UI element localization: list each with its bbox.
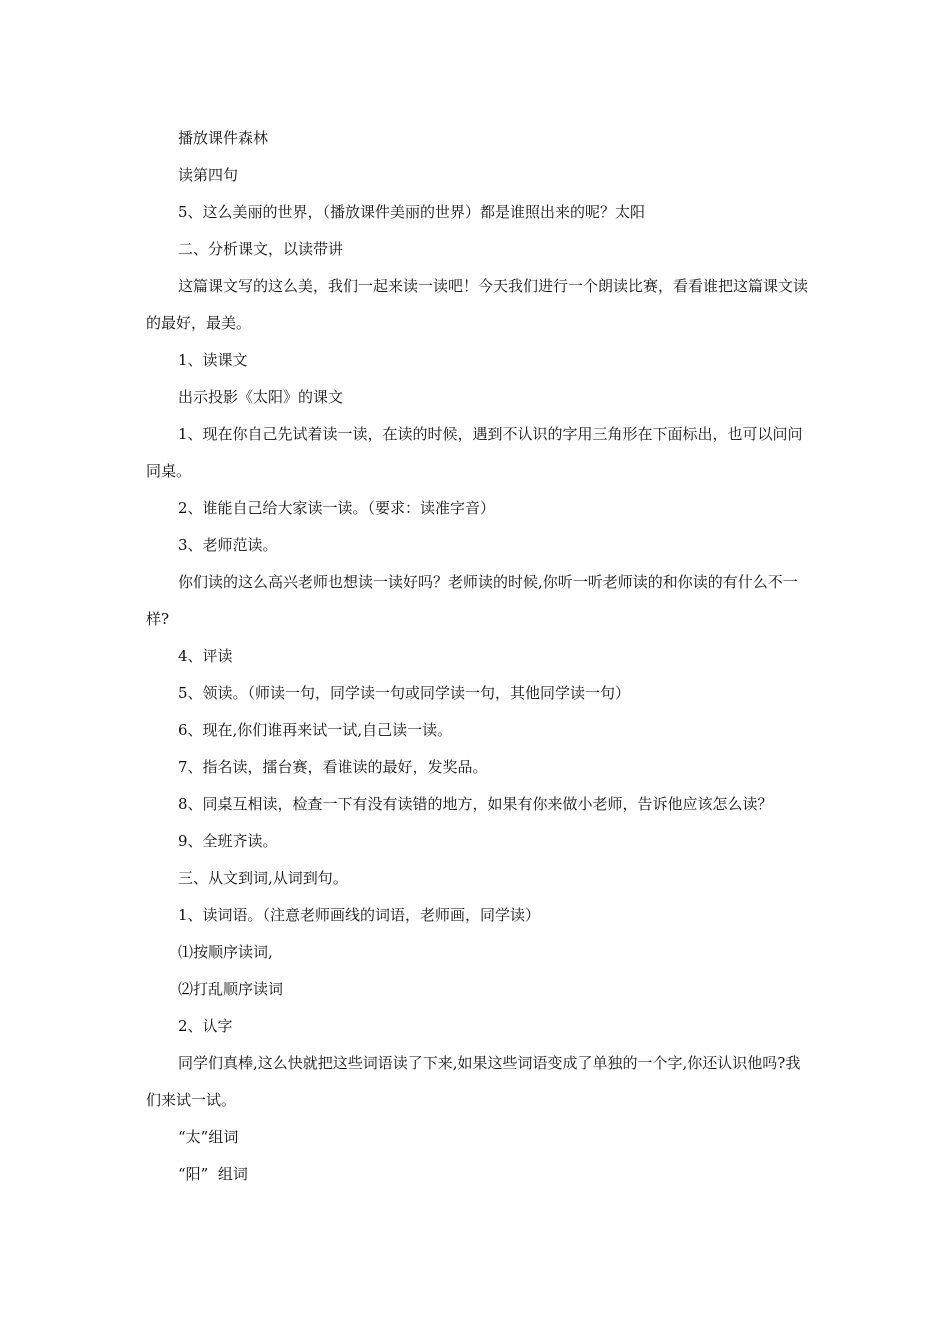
paragraph: 同学们真棒,这么快就把这些词语读了下来,如果这些词语变成了单独的一个字,你还认识他吗?我们来试一试。 xyxy=(146,1054,801,1109)
paragraph: “太”组词 xyxy=(178,1128,239,1146)
paragraph: “阳” 组词 xyxy=(178,1165,248,1183)
list-item: 1、读词语。（注意老师画线的词语，老师画，同学读） xyxy=(178,906,541,924)
list-item: 6、现在,你们谁再来试一试,自己读一读。 xyxy=(178,721,453,739)
list-item: 8、同桌互相读，检查一下有没有读错的地方，如果有你来做小老师，告诉他应该怎么读？ xyxy=(178,795,773,813)
section-heading: 三、从文到词,从词到句。 xyxy=(178,869,348,887)
paragraph: 出示投影《太阳》的课文 xyxy=(178,388,344,406)
list-item: 1、现在你自己先试着读一读，在读的时候，遇到不认识的字用三角形在下面标出，也可以问问同桌。 xyxy=(146,425,803,480)
paragraph: 这篇课文写的这么美，我们一起来读一读吧！今天我们进行一个朗读比赛，看看谁把这篇课文读的最好，最美。 xyxy=(146,277,809,332)
list-item: 2、谁能自己给大家读一读。（要求：读准字音） xyxy=(178,499,496,517)
paragraph: 播放课件森林 xyxy=(178,129,269,147)
list-item: ⑵打乱顺序读词 xyxy=(178,980,284,998)
list-item: 1、读课文 xyxy=(178,351,248,369)
paragraph: 5、这么美丽的世界，（播放课件美丽的世界）都是谁照出来的呢？太阳 xyxy=(178,203,646,221)
section-heading: 二、分析课文，以读带讲 xyxy=(178,240,344,258)
list-item: 5、领读。（师读一句，同学读一句或同学读一句，其他同学读一句） xyxy=(178,684,631,702)
list-item: 9、全班齐读。 xyxy=(178,832,278,850)
list-item: 4、评读 xyxy=(178,647,233,665)
document-body xyxy=(146,120,810,1193)
list-item: 3、老师范读。 xyxy=(178,536,278,554)
list-item: ⑴按顺序读词, xyxy=(178,943,273,961)
paragraph: 读第四句 xyxy=(178,166,239,184)
paragraph: 你们读的这么高兴老师也想读一读好吗？老师读的时候,你听一听老师读的和你读的有什么不一样? xyxy=(146,573,798,628)
list-item: 7、指名读，擂台赛，看谁读的最好，发奖品。 xyxy=(178,758,488,776)
list-item: 2、认字 xyxy=(178,1017,233,1035)
